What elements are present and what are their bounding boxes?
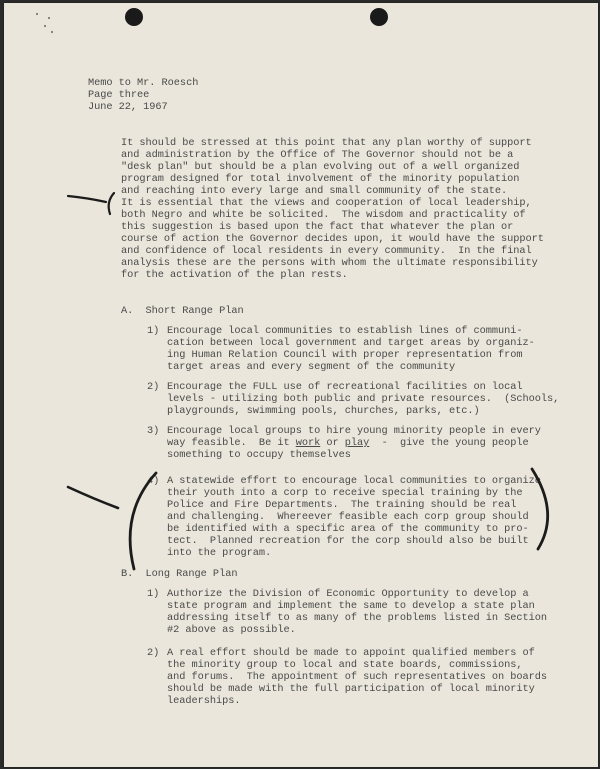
paragraph-line: "desk plan" but should be a plan evolving out of a well organized [121, 161, 520, 173]
section-a-heading: A. Short Range Plan [121, 305, 244, 317]
item-line [167, 438, 529, 450]
memo-page: Page three [88, 89, 150, 101]
pen-dash-mark [68, 487, 118, 508]
punch-hole-right [370, 8, 388, 26]
paragraph-line: both Negro and white be solicited. The wisdom and practicality of [121, 209, 526, 221]
item-line: be identified with a specific area of the community to pro- [167, 523, 529, 535]
item-line: cation between local government and target areas by organiz- [167, 337, 535, 349]
underlined-word-work: work [295, 437, 321, 449]
text-span: - give the young people [369, 437, 529, 449]
pen-bracket-mark [109, 193, 114, 214]
punch-hole-left [125, 8, 143, 26]
item-line: should be made with the full participation of local minority [167, 683, 535, 695]
item-line: into the program. [167, 547, 272, 559]
item-number: 2) [147, 647, 160, 659]
paragraph-line: for the activation of the plan rests. [121, 269, 348, 281]
paragraph-line: this suggestion is based upon the fact that whatever the plan or [121, 221, 514, 233]
text-span: way feasible. Be it [167, 437, 296, 449]
paragraph-line: and confidence of local residents in every community. In the final [121, 245, 532, 257]
paragraph-line: and reaching into every large and small community of the state. [121, 185, 508, 197]
item-line: Encourage the FULL use of recreational facilities on local [167, 381, 523, 393]
item-line: and forums. The appointment of such representatives on boards [167, 671, 548, 683]
item-line: Encourage local groups to hire young minority people in every [167, 425, 541, 437]
paragraph-line: program designed for total involvement of the minority population [121, 173, 520, 185]
text-span: or [320, 437, 345, 449]
item-line: and challenging. Whereever feasible each corp group should [167, 511, 529, 523]
item-line: levels - utilizing both public and private resources. (Schools, [167, 393, 560, 405]
item-line: A statewide effort to encourage local communities to organize [167, 475, 541, 487]
memo-date: June 22, 1967 [88, 101, 168, 113]
item-number: 3) [147, 425, 160, 437]
item-line: #2 above as possible. [167, 624, 296, 636]
memo-recipient: Memo to Mr. Roesch [88, 77, 199, 89]
item-line: Authorize the Division of Economic Opportunity to develop a [167, 588, 529, 600]
item-line: the minority group to local and state boards, commissions, [167, 659, 523, 671]
paper-speck [48, 17, 50, 19]
item-number: 1) [147, 588, 160, 600]
item-line: leaderships. [167, 695, 241, 707]
item-number: 4) [147, 475, 160, 487]
section-b-heading: B. Long Range Plan [121, 568, 238, 580]
paper-speck [51, 31, 53, 33]
paragraph-line: analysis these are the persons with whom the ultimate responsibility [121, 257, 538, 269]
item-line: their youth into a corp to receive special training by the [167, 487, 523, 499]
paragraph-line: It should be stressed at this point that any plan worthy of support [121, 137, 532, 149]
item-line: playgrounds, swimming pools, churches, parks, etc.) [167, 405, 480, 417]
item-line: A real effort should be made to appoint qualified members of [167, 647, 535, 659]
pen-dash-mark [68, 196, 106, 202]
item-line: something to occupy themselves [167, 449, 351, 461]
item-line: tect. Planned recreation for the corp should also be built [167, 535, 529, 547]
item-line: ing Human Relation Council with proper representation from [167, 349, 523, 361]
underlined-word-play: play [344, 437, 370, 449]
item-number: 1) [147, 325, 160, 337]
item-line: addressing itself to as many of the problems listed in Section [167, 612, 548, 624]
paragraph-line: course of action the Governor decides upon, it would have the support [121, 233, 544, 245]
item-line: target areas and every segment of the community [167, 361, 456, 373]
item-line: Police and Fire Departments. The training should be real [167, 499, 517, 511]
paper-speck [44, 25, 46, 27]
paper-speck [36, 13, 38, 15]
item-line: state program and implement the same to develop a state plan [167, 600, 535, 612]
item-line: Encourage local communities to establish lines of communi- [167, 325, 523, 337]
document-page [4, 3, 598, 767]
paragraph-line: It is essential that the views and cooperation of local leadership, [121, 197, 532, 209]
paragraph-line: and administration by the Office of The Governor should not be a [121, 149, 514, 161]
item-number: 2) [147, 381, 160, 393]
